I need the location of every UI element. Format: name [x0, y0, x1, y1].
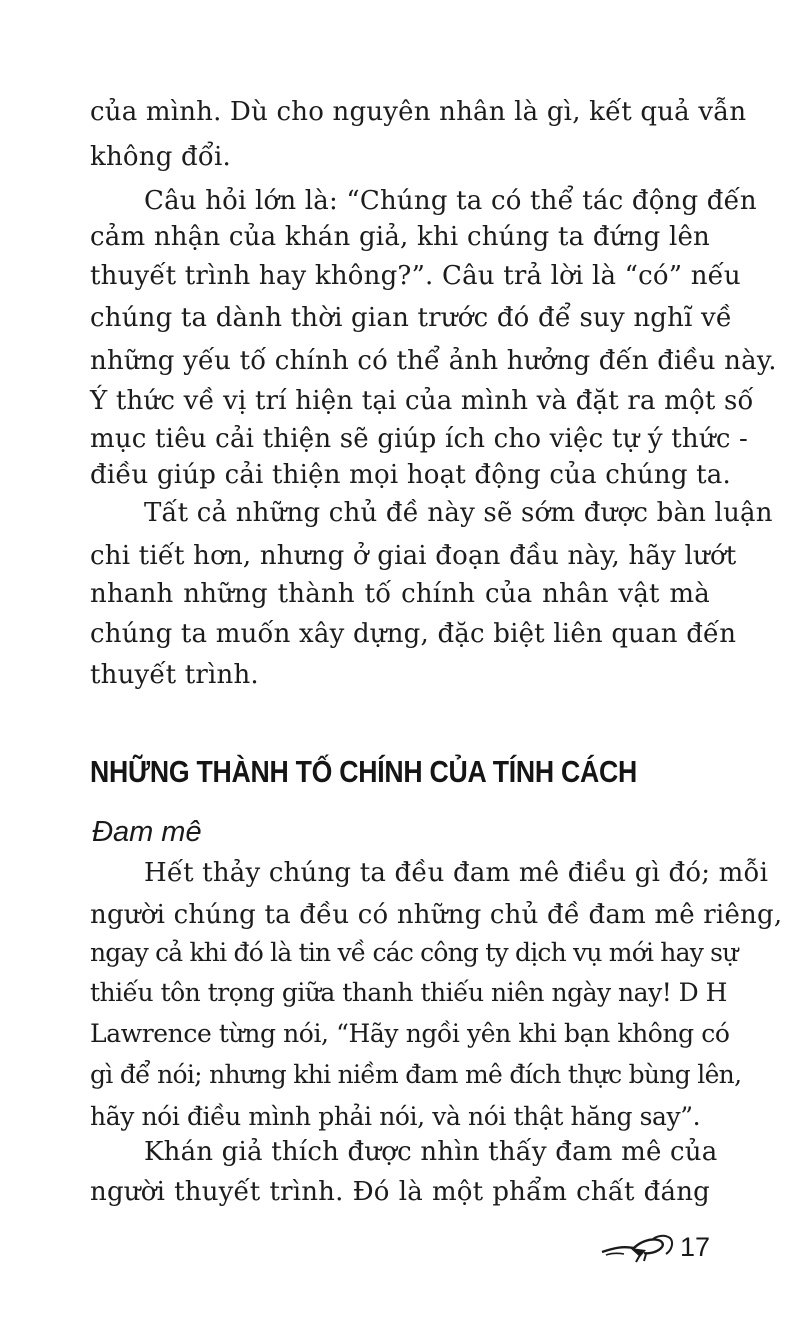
text-line: cảm nhận của khán giả, khi chúng ta đứng lên [90, 222, 710, 252]
text-line: chi tiết hơn, nhưng ở giai đoạn đầu này, hãy lướt [90, 541, 737, 571]
text-line: của mình. Dù cho nguyên nhân là gì, kết quả vẫn [90, 97, 747, 127]
text-line: mục tiêu cải thiện sẽ giúp ích cho việc tự ý thức - [90, 424, 749, 454]
text-line: Hết thảy chúng ta đều đam mê điều gì đó; mỗi [144, 858, 769, 888]
text-line: người chúng ta đều có những chủ đề đam mê riêng, [90, 900, 783, 930]
bird-flourish-icon [600, 1228, 680, 1264]
text-line: thiếu tôn trọng giữa thanh thiếu niên ngày nay! D H [90, 978, 727, 1007]
text-line: Lawrence từng nói, “Hãy ngồi yên khi bạn không có [90, 1019, 730, 1048]
page-number: 17 [680, 1232, 711, 1262]
page-footer [600, 1228, 715, 1268]
subheading: Đam mê [92, 816, 202, 848]
text-line: chúng ta muốn xây dựng, đặc biệt liên quan đến [90, 619, 737, 649]
text-line: nhanh những thành tố chính của nhân vật mà [90, 579, 710, 609]
section-heading: NHỮNG THÀNH TỐ CHÍNH CỦA TÍNH CÁCH [90, 754, 638, 789]
text-line: không đổi. [90, 142, 231, 172]
text-line: những yếu tố chính có thể ảnh hưởng đến điều này. [90, 346, 777, 376]
text-line: điều giúp cải thiện mọi hoạt động của chúng ta. [90, 460, 731, 490]
text-line: ngay cả khi đó là tin về các công ty dịch vụ mới hay sự [90, 938, 738, 967]
text-line: người thuyết trình. Đó là một phẩm chất đáng [90, 1177, 710, 1207]
text-line: Khán giả thích được nhìn thấy đam mê của [144, 1137, 718, 1167]
text-line: Câu hỏi lớn là: “Chúng ta có thể tác động đến [144, 186, 757, 216]
text-line: chúng ta dành thời gian trước đó để suy nghĩ về [90, 303, 733, 333]
text-line: Ý thức về vị trí hiện tại của mình và đặt ra một số [90, 386, 754, 416]
text-line: thuyết trình hay không?”. Câu trả lời là “có” nếu [90, 261, 741, 291]
text-line: hãy nói điều mình phải nói, và nói thật hăng say”. [90, 1102, 701, 1131]
text-line: Tất cả những chủ đề này sẽ sớm được bàn luận [144, 498, 773, 528]
text-line: thuyết trình. [90, 660, 259, 690]
text-line: gì để nói; nhưng khi niềm đam mê đích thực bùng lên, [90, 1060, 742, 1089]
